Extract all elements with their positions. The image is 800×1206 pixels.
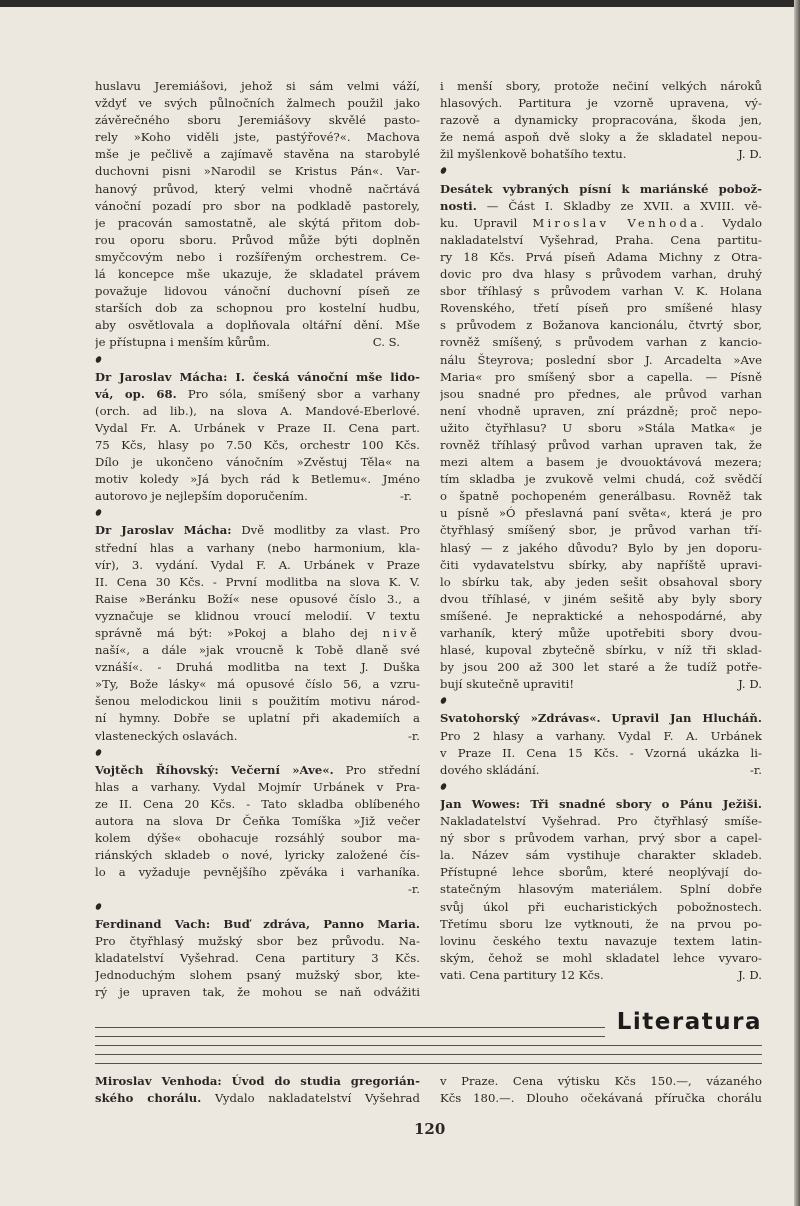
text-fragment: vlasteneckých oslavách. [95,728,238,743]
header-rule [95,1063,762,1064]
header-rule [95,1054,762,1055]
text-line: kolem dýše« obohacuje rozsáhlý soubor ma- [95,831,420,846]
reviewer-signature: J. D. [738,147,762,162]
text-fragment: Pro střední [345,762,420,777]
review-title: Svatohorský »Zdrávas«. Upravil Jan Hlucháň. [440,711,762,726]
text-line [440,198,762,215]
bullet-separator [95,352,420,369]
text-line: nakladatelství Vyšehrad, Praha. Cena partitu- [440,232,762,247]
text-fragment: ku. Upravil [440,215,518,230]
text-line: varhaník, který může upotřebiti sbory dvou- [440,626,762,640]
text-line: vždyť ve svých půlnočních žalmech použil jako [95,96,420,111]
bullet-icon [95,355,103,364]
bullet-separator [440,693,762,710]
text-line: v Praze. Cena výtisku Kčs 150.—, vázaného [440,1074,762,1088]
text-line: hlasových. Partitura je vzorně upravena, vý- [440,96,762,111]
literatura-left [95,1073,420,1107]
bullet-icon [95,748,103,757]
text-line: hlasý — z jakého důvodu? Bylo by jen doporu- [440,540,762,555]
text-line: nálu Šteyrova; poslední sbor J. Arcadelta »Ave [440,352,762,367]
text-line: hlas a varhany. Vydal Mojmír Urbánek v Pra- [95,779,420,794]
text-fragment: dového skládání. [440,762,540,777]
text-line: považuje lidovou vánoční duchovní píseň ze [95,284,420,299]
text-line [95,488,420,505]
text-line [95,881,420,898]
text-line: statečným hlasovým materiálem. Splní dobře [440,882,762,897]
text-line: ní hymny. Dobře se uplatní při akademiích a [95,711,420,726]
review-vach [95,916,420,1001]
review-title: Dr Jaroslav Mácha: [95,523,232,538]
text-fragment: Vydalo [722,215,762,230]
spaced-word: nivě [382,626,420,640]
review-macha-mse [95,369,420,506]
text-line: rý je upraven tak, že mohou se naň odvážiti [95,984,420,999]
text-line: »Ty, Bože lásky« má opusové číslo 56, a vzru- [95,677,420,692]
header-rule [95,1027,605,1028]
text-line: riánských skladeb o nové, lyricky založené čís- [95,848,420,863]
text-line: starších dob za schopnou pro kostelní hudbu, [95,301,420,316]
bullet-icon [440,697,448,706]
text-line: hlasé, kupoval zbytečně sbírku, v níž tři sklad- [440,643,762,658]
text-line [440,215,762,232]
text-line: autora na slova Dr Čeňka Tomíška »Již večer [95,814,420,829]
text-line: není vhodně upraven, zní prázdně; proč nepo- [440,403,762,418]
text-line: že nemá aspoň dvě sloky a že skladatel nepou- [440,130,762,145]
text-line: závěrečného sboru Jeremiášovy skvělé pasto- [95,113,420,128]
text-line: Nakladatelství Vyšehrad. Pro čtyřhlasý smíše- [440,814,762,829]
text-line: dovic pro dva hlasy s průvodem varhan, druhý [440,267,762,282]
text-line: vánoční pozadí pro sbor na podkladě pastorely, [95,198,420,213]
review-title: Vojtěch Říhovský: Večerní »Ave«. [95,762,334,777]
text-line: svůj úkol při eucharistických pobožnostech. [440,899,762,914]
header-rule [95,1045,762,1046]
text-line: vznáší«. - Druhá modlitba na text J. Duška [95,660,420,675]
text-fragment: je přístupna i menším kůrům. [95,335,271,350]
text-line: (orch. ad lib.), na slova A. Mandové-Eberlové. [95,403,420,418]
text-line [440,676,762,693]
bullet-icon [440,782,448,791]
text-line [95,522,420,539]
reviewer-signature: -r. [399,489,412,504]
text-line: Raise »Beránku Boží« nese opusové číslo 3., a [95,591,420,606]
text-line: střední hlas a varhany (nebo harmonium, kla- [95,540,420,555]
text-line: II. Cena 30 Kčs. - První modlitba na slova K. V. [95,574,420,589]
text-line: mezi altem a basem je dvouoktávová mezera; [440,455,762,470]
scan-right-edge [794,0,800,1206]
text-line: o špatně pochopeném generálbasu. Rovněž tak [440,489,762,504]
review-title: Dr Jaroslav Mácha: I. česká vánoční mše lido- [95,369,420,384]
review-title: Desátek vybraných písní k mariánské pobož- [440,181,762,196]
text-line: vír), 3. vydání. Vydal F. A. Urbánek v Praze [95,557,420,572]
text-line: rou oporu sboru. Průvod může býti doplněn [95,232,420,247]
reviewer-signature: J. D. [738,677,762,692]
text-fragment: vati. Cena partitury 12 Kčs. [440,967,604,982]
section-title: Literatura [616,1009,762,1035]
review-macha-modlitby [95,522,420,744]
text-line: tím skladba je zvukově velmi chudá, což svědčí [440,472,762,487]
reviewer-signature: -r. [749,762,762,777]
bullet-icon [440,167,448,176]
text-line: by jsou 200 až 300 let staré a že tudíž potře- [440,660,762,675]
text-line: lá koncepce mše ukazuje, že skladatel právem [95,267,420,282]
page-number: 120 [414,1120,446,1138]
text-line: vyznačuje se klidnou vroucí melodií. V textu [95,608,420,623]
text-line: užito čtyřhlasu? U sboru »Stála Matka« je [440,420,762,435]
text-line: Jednoduchým slohem psaný mužský sbor, kte- [95,967,420,982]
text-line: rovněž tříhlasý průvod varhan upraven tak, že [440,437,762,452]
text-line: lovinu českého textu navazuje textem latin- [440,933,762,948]
text-line: motiv koledy »Já bych rád k Betlemu«. Jméno [95,472,420,487]
right-column [440,78,762,984]
text-line: Třetímu sboru lze vytknouti, že na prvou po- [440,916,762,931]
text-line: ze II. Cena 20 Kčs. - Tato skladba oblíbeného [95,796,420,811]
text-line [440,967,762,984]
text-line: mše je pečlivě a zajímavě stavěna na starobylé [95,147,420,162]
text-fragment: Pro sóla, smíšený sbor a varhany [187,386,420,401]
text-line: ný sbor s průvodem varhan, prvý sbor a capel- [440,831,762,846]
text-line: i menší sbory, protože nečiní velkých nároků [440,79,762,93]
text-fragment: žil myšlenkově bohatšího textu. [440,147,627,162]
review-continuation [95,78,420,352]
reviewer-signature: -r. [407,728,420,743]
text-line: ry 18 Kčs. Prvá píseň Adama Michny z Otra- [440,249,762,264]
reviewer-signature: C. S. [372,335,400,350]
reviewer-signature: J. D. [738,967,762,982]
text-line [95,728,420,745]
text-line: sbor tříhlasý s průvodem varhan V. K. Holana [440,284,762,299]
text-line: Přístupné lehce sborům, které neoplývají do- [440,865,762,880]
text-line: v Praze II. Cena 15 Kčs. - Vzorná ukázka li- [440,745,762,760]
text-fragment: autorovo je nejlepším doporučením. [95,489,308,504]
reviewer-signature: -r. [407,882,420,897]
text-line: rovněž smíšený, s průvodem varhan z kancio- [440,335,762,350]
text-fragment: — Část I. Skladby ze XVII. a XVIII. vě- [486,198,762,213]
text-line [440,146,762,163]
text-line: smyčcovým nebo i rozšířeným orchestrem. Ce- [95,249,420,264]
text-line: Pro 2 hlasy a varhany. Vydal F. A. Urbánek [440,728,762,743]
text-line: la. Název sám vystihuje charakter skladeb. [440,848,762,863]
text-fragment: bují skutečně upraviti! [440,677,575,692]
text-line: razově a dynamicky propracována, škoda jen, [440,113,762,128]
header-rule [95,1036,605,1037]
text-line: šenou melodickou linii s použitím motivu národ- [95,694,420,709]
review-vach-continuation [440,78,762,163]
text-line: lo sbírku tak, aby jeden sešit obsahoval sbory [440,574,762,589]
text-line: 75 Kčs, hlasy po 7.50 Kčs, orchestr 100 Kčs. [95,437,420,452]
text-line: huslavu Jeremiášovi, jehož si sám velmi váží, [95,79,420,93]
review-title: Miroslav Venhoda: Úvod do studia gregorián- [95,1074,420,1088]
text-line [95,762,420,779]
text-line [95,334,420,351]
spaced-name: Miroslav Venhoda. [532,215,708,230]
text-fragment: Dvě modlitby za vlast. Pro [241,523,420,538]
text-line: kladatelství Vyšehrad. Cena partitury 3 Kčs. [95,950,420,965]
text-line [95,625,420,642]
bullet-separator [440,163,762,180]
bullet-separator [95,745,420,762]
review-title: ského chorálu. [95,1091,202,1106]
text-line [95,1090,420,1107]
text-line: ským, čehož se mohl skladatel lehce vyvaro- [440,950,762,965]
review-title: nosti. [440,198,477,213]
review-desatek [440,181,762,694]
literatura-right [440,1073,762,1107]
review-title: Ferdinand Vach: Buď zdráva, Panno Maria. [95,916,420,931]
text-line: lo a vyžaduje pevnějšího zpěváka i varhaníka. [95,865,420,880]
text-line: aby osvětlovala a doplňovala oltářní dění. Mše [95,318,420,333]
bullet-separator [95,899,420,916]
review-rihovsky [95,762,420,899]
text-fragment: Vydalo nakladatelství Vyšehrad [214,1091,420,1106]
text-fragment: správně má být: »Pokoj a blaho dej [95,626,368,640]
text-line: u písně »Ó přeslavná paní světa«, která je pro [440,506,762,521]
text-line: dvou tříhlasé, v jiném sešitě aby byly sbory [440,591,762,606]
text-line: rely »Koho viděli jste, pastýřové?«. Machova [95,130,420,145]
text-line: hanový průvod, který velmi vhodně načrtává [95,181,420,196]
text-line: Dílo je ukončeno vánočním »Zvěstuj Těla« na [95,455,420,470]
text-line: čtyřhlasý smíšený sbor, je průvod varhan tří- [440,523,762,538]
text-line: Kčs 180.—. Dlouho očekávaná příručka chorálu [440,1091,762,1106]
scan-top-edge [0,0,800,7]
review-wowes [440,796,762,984]
review-title: vá, op. 68. [95,386,177,401]
bullet-separator [95,505,420,522]
text-line: jsou snadné pro přednes, ale průvod varhan [440,386,762,401]
bullet-separator [440,779,762,796]
text-line: duchovni pisni »Narodil se Kristus Pán«. Var- [95,164,420,179]
text-line [440,762,762,779]
text-line: naší«, a dále »jak vroucně k Tobě dlaně své [95,643,420,658]
text-line: smíšené. Je nepraktické a nehospodárné, aby [440,608,762,623]
text-line: s průvodem z Božanova kancionálu, čtvrtý sbor, [440,318,762,333]
text-line: je pracován samostatně, ale skýtá přitom dob- [95,215,420,230]
text-line: čiti vydavatelstvu sbírky, aby napříště upravi- [440,557,762,572]
bullet-icon [95,509,103,518]
text-line: Rovenského, třetí píseň pro smíšené hlasy [440,301,762,316]
text-line: Pro čtyřhlasý mužský sbor bez průvodu. Na- [95,933,420,948]
left-column [95,78,420,1001]
text-line [95,386,420,403]
bullet-icon [95,902,103,911]
review-svatohorsky [440,710,762,778]
review-title: Jan Wowes: Tři snadné sbory o Pánu Ježiši. [440,796,762,811]
text-line: Maria« pro smíšený sbor a capella. — Písně [440,369,762,384]
text-line: Vydal Fr. A. Urbánek v Praze II. Cena part. [95,420,420,435]
